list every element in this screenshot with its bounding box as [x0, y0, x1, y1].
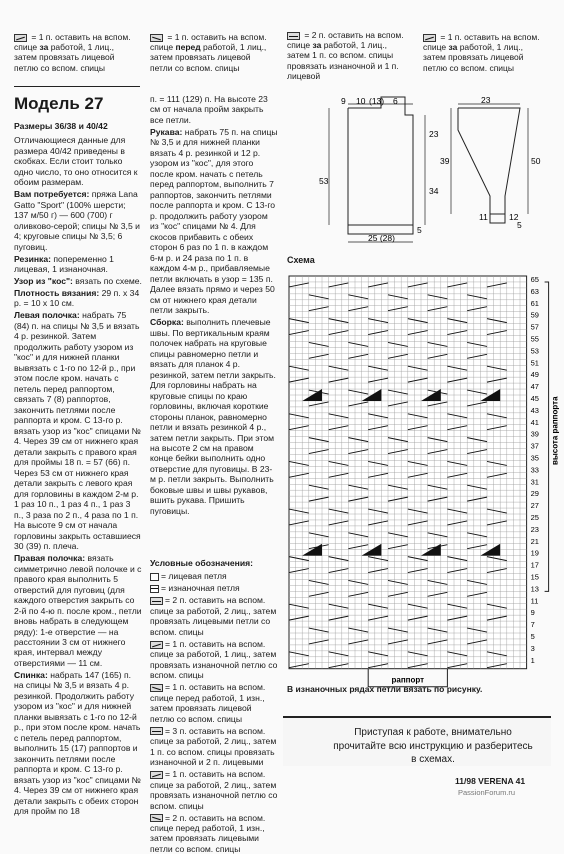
section-rule	[14, 86, 140, 87]
row-number: 65	[530, 274, 539, 284]
knitting-chart	[283, 262, 560, 694]
legend-text: = 1 п. оставить на вспом. спице за работой, 1 лиц., затем провязать изнаночной петлю со вспом. спицы	[150, 638, 278, 681]
col2-paragraph	[150, 94, 278, 125]
row-number: 59	[530, 310, 539, 320]
col1-paragraph	[14, 288, 142, 309]
legend-symbol-icon	[150, 573, 159, 581]
column-2-text	[150, 94, 278, 516]
paragraph-heading: Сборка:	[150, 317, 184, 328]
cable-symbol-icon	[423, 34, 436, 42]
row-number: 7	[530, 620, 535, 630]
paragraph-body: набрать 75 (84) п. на спицы № 3,5 и вязать 4 р. резинкой. Затем продолжить работу узором из "кос" и для нижней планки вывязать с 1-го по 12-й р., при этом после кром. начать с петель перед раппортом, связать 7 (8) раппортов, закончить петлями после раппорта и кром. С 13-го р. вязать узор из "кос" спицами № 4. Через 39 см от нижнего края детали закрыть с правого края для проймы 18 п. = 57 (66) п. Через 53 см от нижнего края детали закрыть с левого края для горловины в каждом 2-м р. 1 раз 10 п., 1 раз 4 п., 1 раз 3 п., 3 раза по 2 п., 4 раза по 1 п. На высоте 9 см от начала горловины закрыть оставшиеся 30 (39) п. плеча.	[14, 310, 141, 552]
row-number: 21	[530, 536, 539, 546]
legend-symbol-icon	[150, 814, 163, 822]
row-number: 55	[530, 334, 539, 344]
legend-item	[150, 639, 278, 681]
sleeve-dim-left: 39	[440, 156, 450, 166]
col1-paragraph	[14, 189, 142, 252]
row-number: 9	[530, 608, 535, 618]
sleeve-outline	[458, 108, 520, 223]
top-snippet-3: = 2 п. оставить на вспом. спице за работой, 1 лиц., затем 1 п. со вспом. спицы провязать изнаночной и 1 п. лицевой	[287, 30, 404, 81]
paragraph-body: выполнить плечевые швы. По вертикальным краям полочек набрать на круговые спицы равномерно петли и вязать для планок 4 р. резинкой, затем петли закрыть. Для горловины набрать на круговые спицы по краю горловины, включая короткие стороны планок, равномерно петли и вязать резинкой 4 р., затем петли закрыть. При этом на высоте 2 см на правом конце бейки выполнить одно отверстие для пуговицы. В 23-м р. петли закрыть. Выполнить боковые швы и швы рукавов, вшить рукава. Пришить пуговицы.	[150, 317, 276, 516]
paragraph-heading: Узор из "кос":	[14, 276, 73, 287]
row-number: 53	[530, 346, 539, 356]
legend-item	[150, 583, 278, 593]
legend-symbol-icon	[150, 641, 163, 649]
row-number: 47	[530, 382, 539, 392]
legend-text: = 3 п. оставить на вспом. спице за работой, 2 лиц., затем 1 п. со вспом. спицы провязать изнаночной и 2 п. лицевыми	[150, 725, 277, 768]
row-number: 27	[530, 501, 539, 511]
footer-box	[283, 716, 551, 766]
sizes-heading: Размеры 36/38 и 40/42	[14, 120, 108, 131]
row-number: 35	[530, 453, 539, 463]
col2-paragraph	[150, 127, 278, 316]
col1-paragraph	[14, 276, 142, 286]
col1-paragraph	[14, 135, 142, 187]
legend-item	[150, 726, 278, 768]
row-number: 33	[530, 465, 539, 475]
dim-top-4: 6	[393, 96, 398, 106]
cable-symbol-icon	[14, 34, 27, 42]
garment-schematic	[283, 92, 553, 242]
height-label: высота раппорта	[550, 396, 560, 465]
row-number: 45	[530, 393, 539, 403]
row-number: 43	[530, 405, 539, 415]
paragraph-heading: Резинка:	[14, 253, 51, 264]
legend-title: Условные обозначения:	[150, 557, 253, 568]
row-number: 3	[530, 643, 535, 653]
column-1-text	[14, 135, 142, 817]
col2-paragraph	[150, 317, 278, 516]
row-number: 41	[530, 417, 539, 427]
paragraph-heading: Спинка:	[14, 669, 48, 680]
row-number: 51	[530, 358, 539, 368]
height-bracket	[545, 282, 549, 591]
col1-paragraph	[14, 310, 142, 551]
row-number: 63	[530, 286, 539, 296]
dim-top-2: 10	[356, 96, 366, 106]
repeat-label: раппорт	[391, 675, 425, 685]
row-number: 49	[530, 370, 539, 380]
footer-text: Приступая к работе, внимательно прочитайте всю инструкцию и разберитесь в схемах.	[333, 727, 533, 765]
legend-text: = 2 п. оставить на вспом. спице за работой, 2 лиц., затем провязать лицевыми петли со вспом. спицы	[150, 595, 277, 637]
legend-item	[150, 769, 278, 811]
watermark: PassionForum.ru	[458, 788, 516, 797]
dim-top-1: 9	[341, 96, 346, 106]
front-outline	[348, 97, 413, 234]
legend-symbol-icon	[150, 771, 163, 779]
row-number: 61	[530, 298, 539, 308]
paragraph-body: вязать симметрично левой полочке и с правого края выполнить 5 отверстий для пуговиц (для каждого отверстия закрыть со 2-й по 4-ю п. после кром., петли вновь набрать в следующем ряду): 1-е отверстие — на расстоянии 3 см от нижнего края, интервал между отверстиями — 11 см.	[14, 553, 142, 668]
front-dimension-lines	[329, 104, 425, 242]
top-snippet-2: = 1 п. оставить на вспом. спице перед работой, 1 лиц., затем провязать лицевой петли со вспом. спицы	[150, 32, 267, 73]
dim-left: 53	[319, 176, 329, 186]
dim-right-2: 34	[429, 186, 439, 196]
row-number: 23	[530, 524, 539, 534]
row-number: 25	[530, 512, 539, 522]
legend-symbol-icon	[150, 585, 159, 593]
legend-item	[150, 813, 278, 854]
legend-item	[150, 682, 278, 724]
legend-symbol-icon	[150, 727, 163, 735]
row-number: 29	[530, 489, 539, 499]
note-text: В изнаночных рядах петли вязать по рисунку.	[287, 684, 483, 694]
sleeve-dim-right: 5	[517, 220, 522, 230]
paragraph-heading: Правая полочка:	[14, 553, 86, 564]
legend-list	[150, 571, 278, 854]
sleeve-dim-mid: 50	[531, 156, 541, 166]
legend-text: = лицевая петля	[161, 571, 227, 582]
top-snippet-1: = 1 п. оставить на вспом. спице за работой, 1 лиц., затем провязать лицевой петлю со вспом. спицы	[14, 32, 131, 73]
row-number: 5	[530, 631, 535, 641]
col1-paragraph	[14, 254, 142, 275]
sleeve-dim-top: 23	[481, 95, 491, 105]
top-snippet-4: = 1 п. оставить на вспом. спице за работой, 1 лиц., затем провязать лицевой петлю со вспом. спицы	[423, 32, 540, 73]
paragraph-body: пряжа Lana Gatto "Sport" (100% шерсти; 137 м/50 г) — 600 (700) г оливково-серой; спицы № 3,5 и 4; круговые спицы № 3,5; 6 пуговиц.	[14, 189, 140, 252]
paragraph-body: набрать 147 (165) п. на спицы № 3,5 и вязать 4 р. резинкой. Продолжить работу узором из "кос" и для нижней планки вывязать с 1-го по 12-й р., при этом после кром. начать с петель перед раппортом, выполнить 15 (17) раппортов и закончить петлями после раппорта и кром. С 13-го р. вязать узор из "кос" спицами № 4. Через 39 см от нижнего края детали закрыть с обеих сторон для пройм по 18	[14, 669, 141, 817]
dim-bottom: 25 (28)	[368, 233, 395, 243]
paragraph-heading: Вам потребуется:	[14, 189, 90, 200]
paragraph-body: попеременно 1 лицевая, 1 изнаночная.	[14, 253, 114, 275]
row-number: 31	[530, 477, 539, 487]
paragraph-body: вязать по схеме.	[72, 276, 142, 287]
cable-symbol-icon	[287, 32, 300, 40]
row-number: 39	[530, 429, 539, 439]
column-2	[150, 94, 278, 854]
legend-text: = изнаночная петля	[161, 583, 240, 594]
cable-symbol-icon	[150, 34, 163, 42]
legend-symbol-icon	[150, 597, 163, 605]
legend-item	[150, 595, 278, 637]
sleeve-dim-bottom-1: 11	[479, 212, 488, 222]
legend-text: = 2 п. оставить на вспом. спице перед работой, 1 изн., затем провязать лицевыми петли со вспом. спицы	[150, 812, 266, 854]
row-number: 15	[530, 572, 539, 582]
row-number: 57	[530, 322, 539, 332]
column-1	[14, 94, 142, 817]
paragraph-body: Отличающиеся данные для размера 40/42 приведены в скобках. Если стоит только одно число, то оно относится к обоим размерам.	[14, 135, 138, 188]
scheme-label: Схема	[287, 255, 315, 265]
paragraph-body: набрать 75 п. на спицы № 3,5 и для нижней планки вязать 4 р. резинкой и 12 р. узором из "кос", для этого после кром. начать с петель перед раппортом, выполнить 7 раппортов, закончить петлями после раппорта и кром. С 13-го р. продолжить работу узором из "кос" спицами № 4. Для скосов прибавить с обеих сторон 6 раз по 1 п. в каждом 6-м р. и 24 раза по 1 п. в каждом 4-м р., прибавляемые петли включать в узор = 135 п. Далее вязать прямо и через 50 см от нижнего края детали петли закрыть.	[150, 126, 278, 316]
dim-top-3: (13)	[369, 96, 385, 106]
paragraph-heading: Рукава:	[150, 126, 183, 137]
row-number: 17	[530, 560, 539, 570]
legend-symbol-icon	[150, 684, 163, 692]
row-number: 37	[530, 441, 539, 451]
row-number: 13	[530, 584, 539, 594]
page-footer: 11/98 VERENA 41	[455, 776, 526, 786]
row-number: 1	[530, 655, 535, 665]
paragraph-body: 29 п. х 34 р. = 10 х 10 см.	[14, 288, 140, 309]
row-number: 19	[530, 548, 539, 558]
legend-item	[150, 571, 278, 581]
legend-text: = 1 п. оставить на вспом. спице за работой, 2 лиц., затем провязать изнаночной петлю со вспом. спицы	[150, 769, 278, 811]
paragraph-heading: Плотность вязания:	[14, 288, 100, 298]
paragraph-body: п. = 111 (129) п. На высоте 23 см от начала пройм закрыть все петли.	[150, 94, 268, 125]
dim-right-1: 23	[429, 129, 439, 139]
paragraph-heading: Левая полочка:	[14, 310, 80, 321]
legend-text: = 1 п. оставить на вспом. спице перед работой, 1 изн., затем провязать лицевой петлю со вспом. спицы	[150, 682, 266, 724]
row-number: 11	[530, 596, 539, 606]
dim-bottom-right: 5	[417, 225, 422, 235]
model-title: Модель 27	[14, 94, 104, 113]
col1-paragraph	[14, 670, 142, 817]
col1-paragraph	[14, 553, 142, 668]
sleeve-dim-bottom-2: 12	[509, 212, 519, 222]
